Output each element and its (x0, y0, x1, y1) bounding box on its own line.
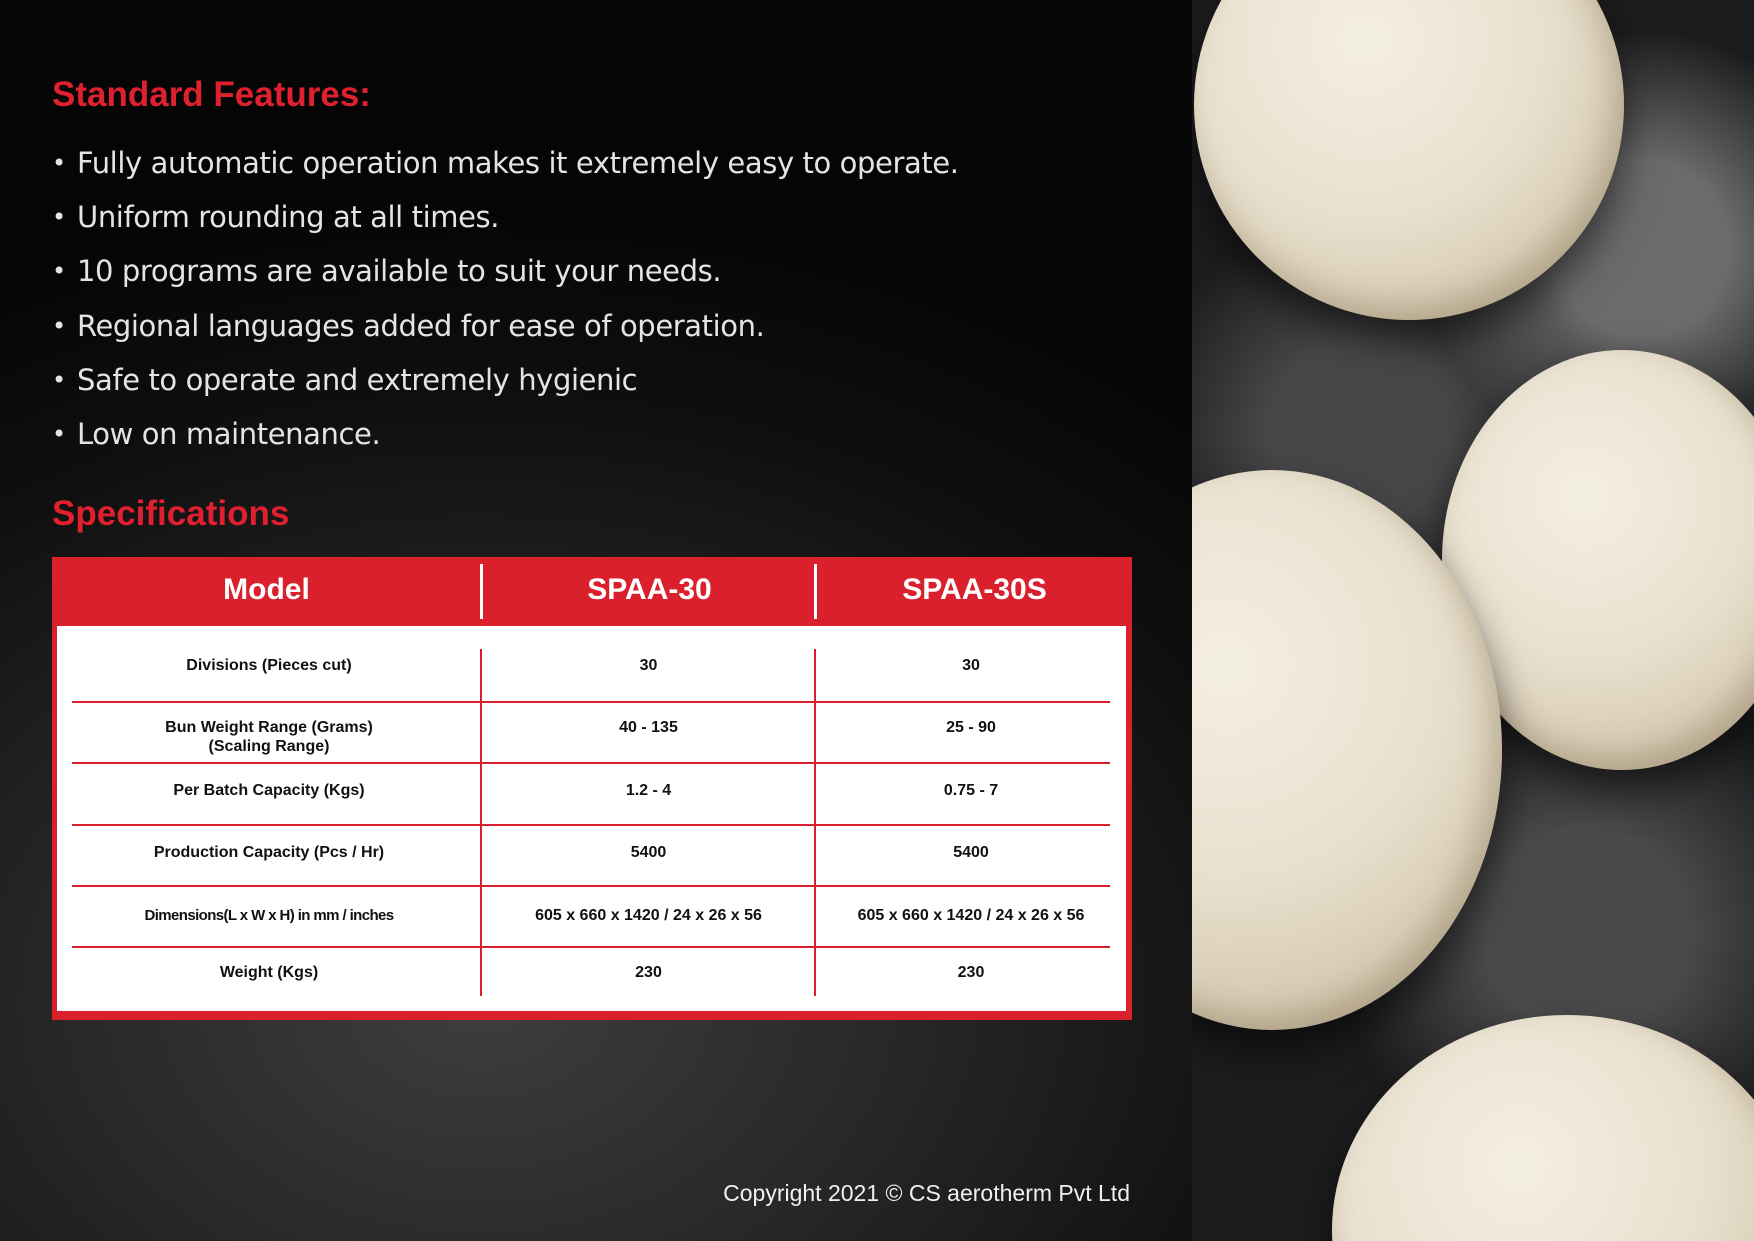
feature-text: Uniform rounding at all times. (77, 200, 500, 235)
spaa-30-value: 1.2 - 4 (625, 782, 672, 799)
spaa-30-value: 40 - 135 (619, 719, 678, 736)
spaa-30s-value: 5400 (953, 844, 989, 861)
features-list (52, 140, 959, 465)
feature-text: Fully automatic operation makes it extremely easy to operate. (77, 146, 959, 180)
feature-item (52, 248, 959, 302)
row-label: Divisions (Pieces cut) (186, 657, 352, 674)
row-divider (72, 824, 1110, 826)
bullet-icon: • (52, 257, 66, 286)
spaa-30s-value: 605 x 660 x 1420 / 24 x 26 x 56 (857, 907, 1085, 924)
header-spaa-30s: SPAA-30S (902, 573, 1047, 606)
spaa-30s-value: 230 (957, 964, 985, 981)
table-body (57, 626, 1126, 1011)
feature-item (52, 411, 959, 465)
header-spaa-30: SPAA-30 (587, 573, 712, 606)
feature-item (52, 357, 959, 411)
features-heading: Standard Features: (52, 75, 371, 114)
bullet-icon: • (52, 419, 66, 448)
feature-text: Safe to operate and extremely hygienic (77, 362, 638, 397)
row-label: Production Capacity (Pcs / Hr) (153, 844, 385, 861)
feature-text: 10 programs are available to suit your needs. (77, 254, 722, 289)
row-label: Per Batch Capacity (Kgs) (173, 782, 365, 799)
copyright-text: Copyright 2021 © CS aerotherm Pvt Ltd (723, 1180, 1130, 1206)
row-divider (72, 762, 1110, 764)
feature-text: Low on maintenance. (77, 416, 381, 451)
spaa-30s-value: 0.75 - 7 (943, 782, 999, 799)
dough-ball (1332, 1015, 1754, 1241)
bullet-icon: • (52, 203, 66, 232)
spaa-30s-value: 25 - 90 (946, 719, 996, 736)
feature-text: Regional languages added for ease of operation. (77, 308, 765, 343)
specifications-heading: Specifications (52, 494, 290, 533)
feature-item (52, 303, 959, 357)
spaa-30-value: 5400 (630, 844, 667, 861)
spaa-30-value: 605 x 660 x 1420 / 24 x 26 x 56 (535, 907, 762, 924)
row-label: Weight (Kgs) (219, 964, 319, 981)
bullet-icon: • (52, 365, 66, 394)
spaa-30-value: 30 (639, 657, 658, 674)
row-divider (72, 885, 1110, 887)
row-divider (72, 701, 1110, 703)
header-model: Model (223, 573, 310, 606)
bullet-icon: • (52, 311, 66, 340)
dough-ball (1194, 0, 1624, 320)
spaa-30-value: 230 (635, 964, 662, 981)
specifications-table (52, 557, 1132, 1020)
feature-item (52, 194, 959, 248)
row-label: Dimensions(L x W x H) in mm / inches (144, 907, 394, 924)
row-divider (72, 946, 1110, 948)
spaa-30s-value: 30 (962, 657, 980, 674)
dough-balls-photo (1192, 0, 1754, 1241)
table-header (52, 557, 1132, 625)
bullet-icon: • (52, 149, 66, 177)
feature-item (52, 140, 959, 194)
row-label: Bun Weight Range (Grams) (Scaling Range) (165, 719, 373, 755)
